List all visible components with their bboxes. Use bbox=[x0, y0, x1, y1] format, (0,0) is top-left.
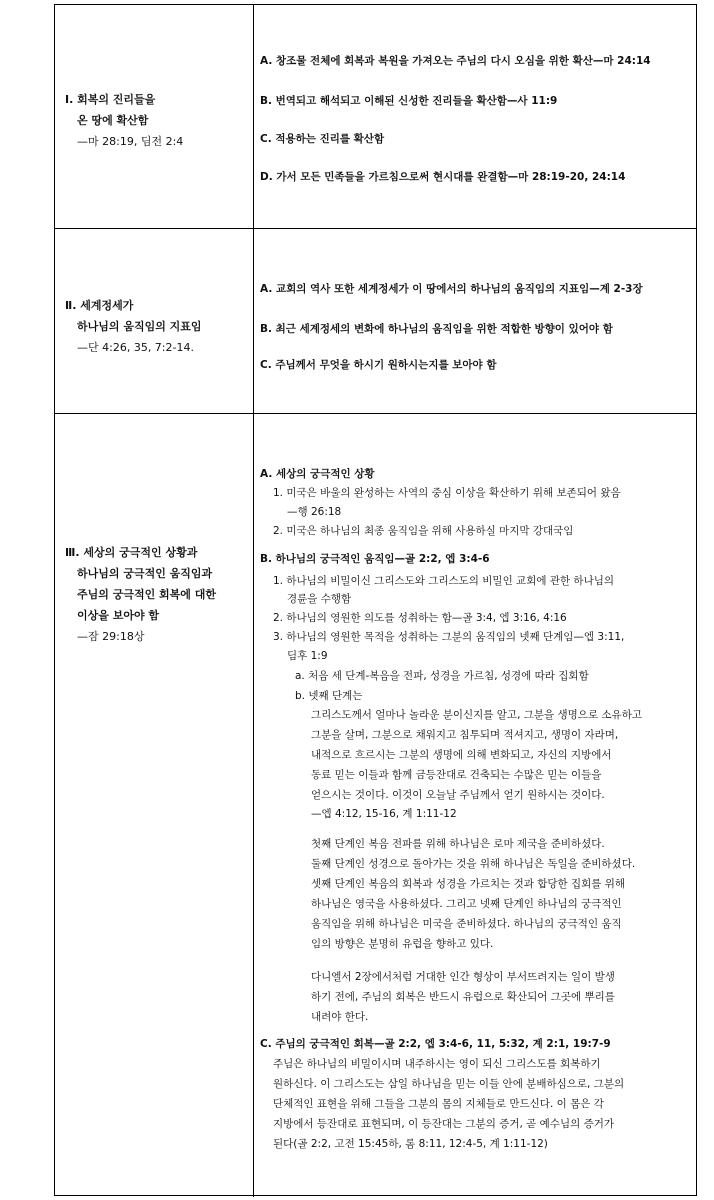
outline-heading-c: C. 주님의 궁극적인 회복—골 2:2, 엡 3:4-6, 11, 5:32, 계 2:1, 19:7-9 bbox=[260, 1038, 611, 1050]
paragraph-line: 다니엘서 2장에서처럼 거대한 인간 형상이 부서뜨려지는 일이 발생 bbox=[311, 971, 615, 983]
paragraph-line: 된다(골 2:2, 고전 15:45하, 롬 8:11, 12:4-5, 계 1:11-12) bbox=[273, 1138, 548, 1150]
section-reference: —마 28:19, 딤전 2:4 bbox=[77, 135, 184, 148]
heading-line: 이상을 보아야 함 bbox=[77, 609, 160, 622]
outline-item: A. 교회의 역사 또한 세계정세가 이 땅에서의 하나님의 움직임의 지표임—계 2-3장 bbox=[260, 283, 643, 295]
outline-heading-a: A. 세상의 궁극적인 상황 bbox=[260, 468, 375, 480]
paragraph-line: 움직임을 위해 하나님은 미국을 준비하셨다. 하나님의 궁극적인 움직 bbox=[311, 918, 622, 930]
outline-subitem-cont: —행 26:18 bbox=[287, 506, 342, 518]
outline-item: B. 번역되고 해석되고 이해된 신성한 진리들을 확산함—사 11:9 bbox=[260, 95, 558, 107]
paragraph-line: 그분을 살며, 그분으로 채워지고 침투되며 적셔지고, 생명이 자라며, bbox=[311, 729, 619, 741]
outline-subitem: 2. 하나님의 영원한 의도를 성취하는 함—골 3:4, 엡 3:16, 4:16 bbox=[273, 612, 567, 624]
paragraph-line: 내적으로 흐르시는 그분의 생명에 의해 변화되고, 자신의 지방에서 bbox=[311, 749, 612, 761]
outline-subitem-cont: 딤후 1:9 bbox=[287, 650, 328, 662]
outline-subsubitem: b. 넷째 단계는 bbox=[295, 690, 363, 702]
paragraph-line: 동료 믿는 이들과 함께 금등잔대로 건축되는 수많은 믿는 이들을 bbox=[311, 769, 602, 781]
outline-subitem: 2. 미국은 하나님의 최종 움직임을 위해 사용하실 마지막 강대국임 bbox=[273, 525, 574, 537]
heading-line: 온 땅에 확산함 bbox=[77, 114, 149, 127]
outline-subitem: 1. 하나님의 비밀이신 그리스도와 그리스도의 비밀인 교회에 관한 하나님의 bbox=[273, 575, 615, 587]
outline-item: C. 주님께서 무엇을 하시기 원하시는지를 보아야 함 bbox=[260, 359, 497, 371]
outline-subitem-cont: 경륜을 수행함 bbox=[287, 593, 352, 605]
section-row-2 bbox=[55, 229, 696, 414]
paragraph-line: 그리스도께서 얼마나 놀라운 분이신지를 알고, 그분을 생명으로 소유하고 bbox=[311, 709, 642, 721]
heading-line: 주님의 궁극적인 회복에 대한 bbox=[77, 588, 216, 601]
outline-item: D. 가서 모든 민족들을 가르침으로써 현시대를 완결함—마 28:19-20, 24:14 bbox=[260, 171, 626, 183]
paragraph-line: 내려야 한다. bbox=[311, 1011, 369, 1023]
section-row-3 bbox=[55, 414, 696, 1197]
outline-item: A. 창조물 전체에 회복과 복원을 가져오는 주님의 다시 오심을 위한 확산—마 24:14 bbox=[260, 55, 651, 67]
section-row-1 bbox=[55, 5, 696, 229]
column-divider bbox=[253, 414, 254, 1197]
heading-line: Ⅱ. 세계정세가 bbox=[65, 299, 134, 312]
paragraph-line: 지방에서 등잔대로 표현되며, 이 등잔대는 그분의 증거, 곧 예수님의 증거가 bbox=[273, 1118, 615, 1130]
heading-line: 하나님의 궁극적인 움직임과 bbox=[77, 567, 213, 580]
outline-subsubitem: a. 처음 세 단계-복음을 전파, 성경을 가르침, 성경에 따라 집회함 bbox=[295, 670, 589, 682]
section-reference: —잠 29:18상 bbox=[77, 630, 145, 643]
outline-item: C. 적용하는 진리를 확산함 bbox=[260, 133, 385, 145]
outline-table bbox=[54, 4, 697, 1196]
paragraph-line: 원하신다. 이 그리스도는 삼일 하나님을 믿는 이들 안에 분배하심으로, 그분의 bbox=[273, 1078, 625, 1090]
paragraph-line: 둘째 단계인 성경으로 돌아가는 것을 위해 하나님은 독일을 준비하셨다. bbox=[311, 858, 636, 870]
outline-item: B. 최근 세계정세의 변화에 하나님의 움직임을 위한 적합한 방향이 있어야 함 bbox=[260, 323, 613, 335]
section-heading-1 bbox=[65, 89, 245, 152]
paragraph-line: 하나님은 영국을 사용하셨다. 그리고 넷째 단계인 하나님의 궁극적인 bbox=[311, 898, 622, 910]
paragraph-line: 하기 전에, 주님의 회복은 반드시 유럽으로 확산되어 그곳에 뿌리를 bbox=[311, 991, 615, 1003]
heading-line: Ⅲ. 세상의 궁극적인 상황과 bbox=[65, 546, 198, 559]
heading-line: Ⅰ. 회복의 진리들을 bbox=[65, 93, 156, 106]
section-heading-3 bbox=[65, 542, 245, 647]
column-divider bbox=[253, 229, 254, 413]
section-reference: —단 4:26, 35, 7:2-14. bbox=[77, 341, 194, 354]
paragraph-line: 주님은 하나님의 비밀이시며 내주하시는 영이 되신 그리스도를 회복하기 bbox=[273, 1058, 601, 1070]
paragraph-line: 첫째 단계인 복음 전파를 위해 하나님은 로마 제국을 준비하셨다. bbox=[311, 838, 605, 850]
heading-line: 하나님의 움직임의 지표임 bbox=[77, 320, 202, 333]
paragraph-line: 얻으시는 것이다. 이것이 오늘날 주님께서 얻기 원하시는 것이다. bbox=[311, 789, 605, 801]
paragraph-reference: —엡 4:12, 15-16, 계 1:11-12 bbox=[311, 808, 457, 820]
paragraph-line: 셋째 단계인 복음의 회복과 성경을 가르치는 것과 합당한 집회를 위해 bbox=[311, 878, 626, 890]
column-divider bbox=[253, 5, 254, 228]
paragraph-line: 임의 방향은 분명히 유럽을 향하고 있다. bbox=[311, 938, 494, 950]
paragraph-line: 단체적인 표현을 위해 그들을 그분의 몸의 지체들로 만드신다. 이 몸은 각 bbox=[273, 1098, 604, 1110]
outline-subitem: 1. 미국은 바울의 완성하는 사역의 중심 이상을 확산하기 위해 보존되어 왔음 bbox=[273, 487, 621, 499]
outline-heading-b: B. 하나님의 궁극적인 움직임—골 2:2, 엡 3:4-6 bbox=[260, 553, 490, 565]
section-heading-2 bbox=[65, 295, 245, 358]
outline-subitem: 3. 하나님의 영원한 목적을 성취하는 그분의 움직임의 넷째 단계임—엡 3:11, bbox=[273, 631, 625, 643]
